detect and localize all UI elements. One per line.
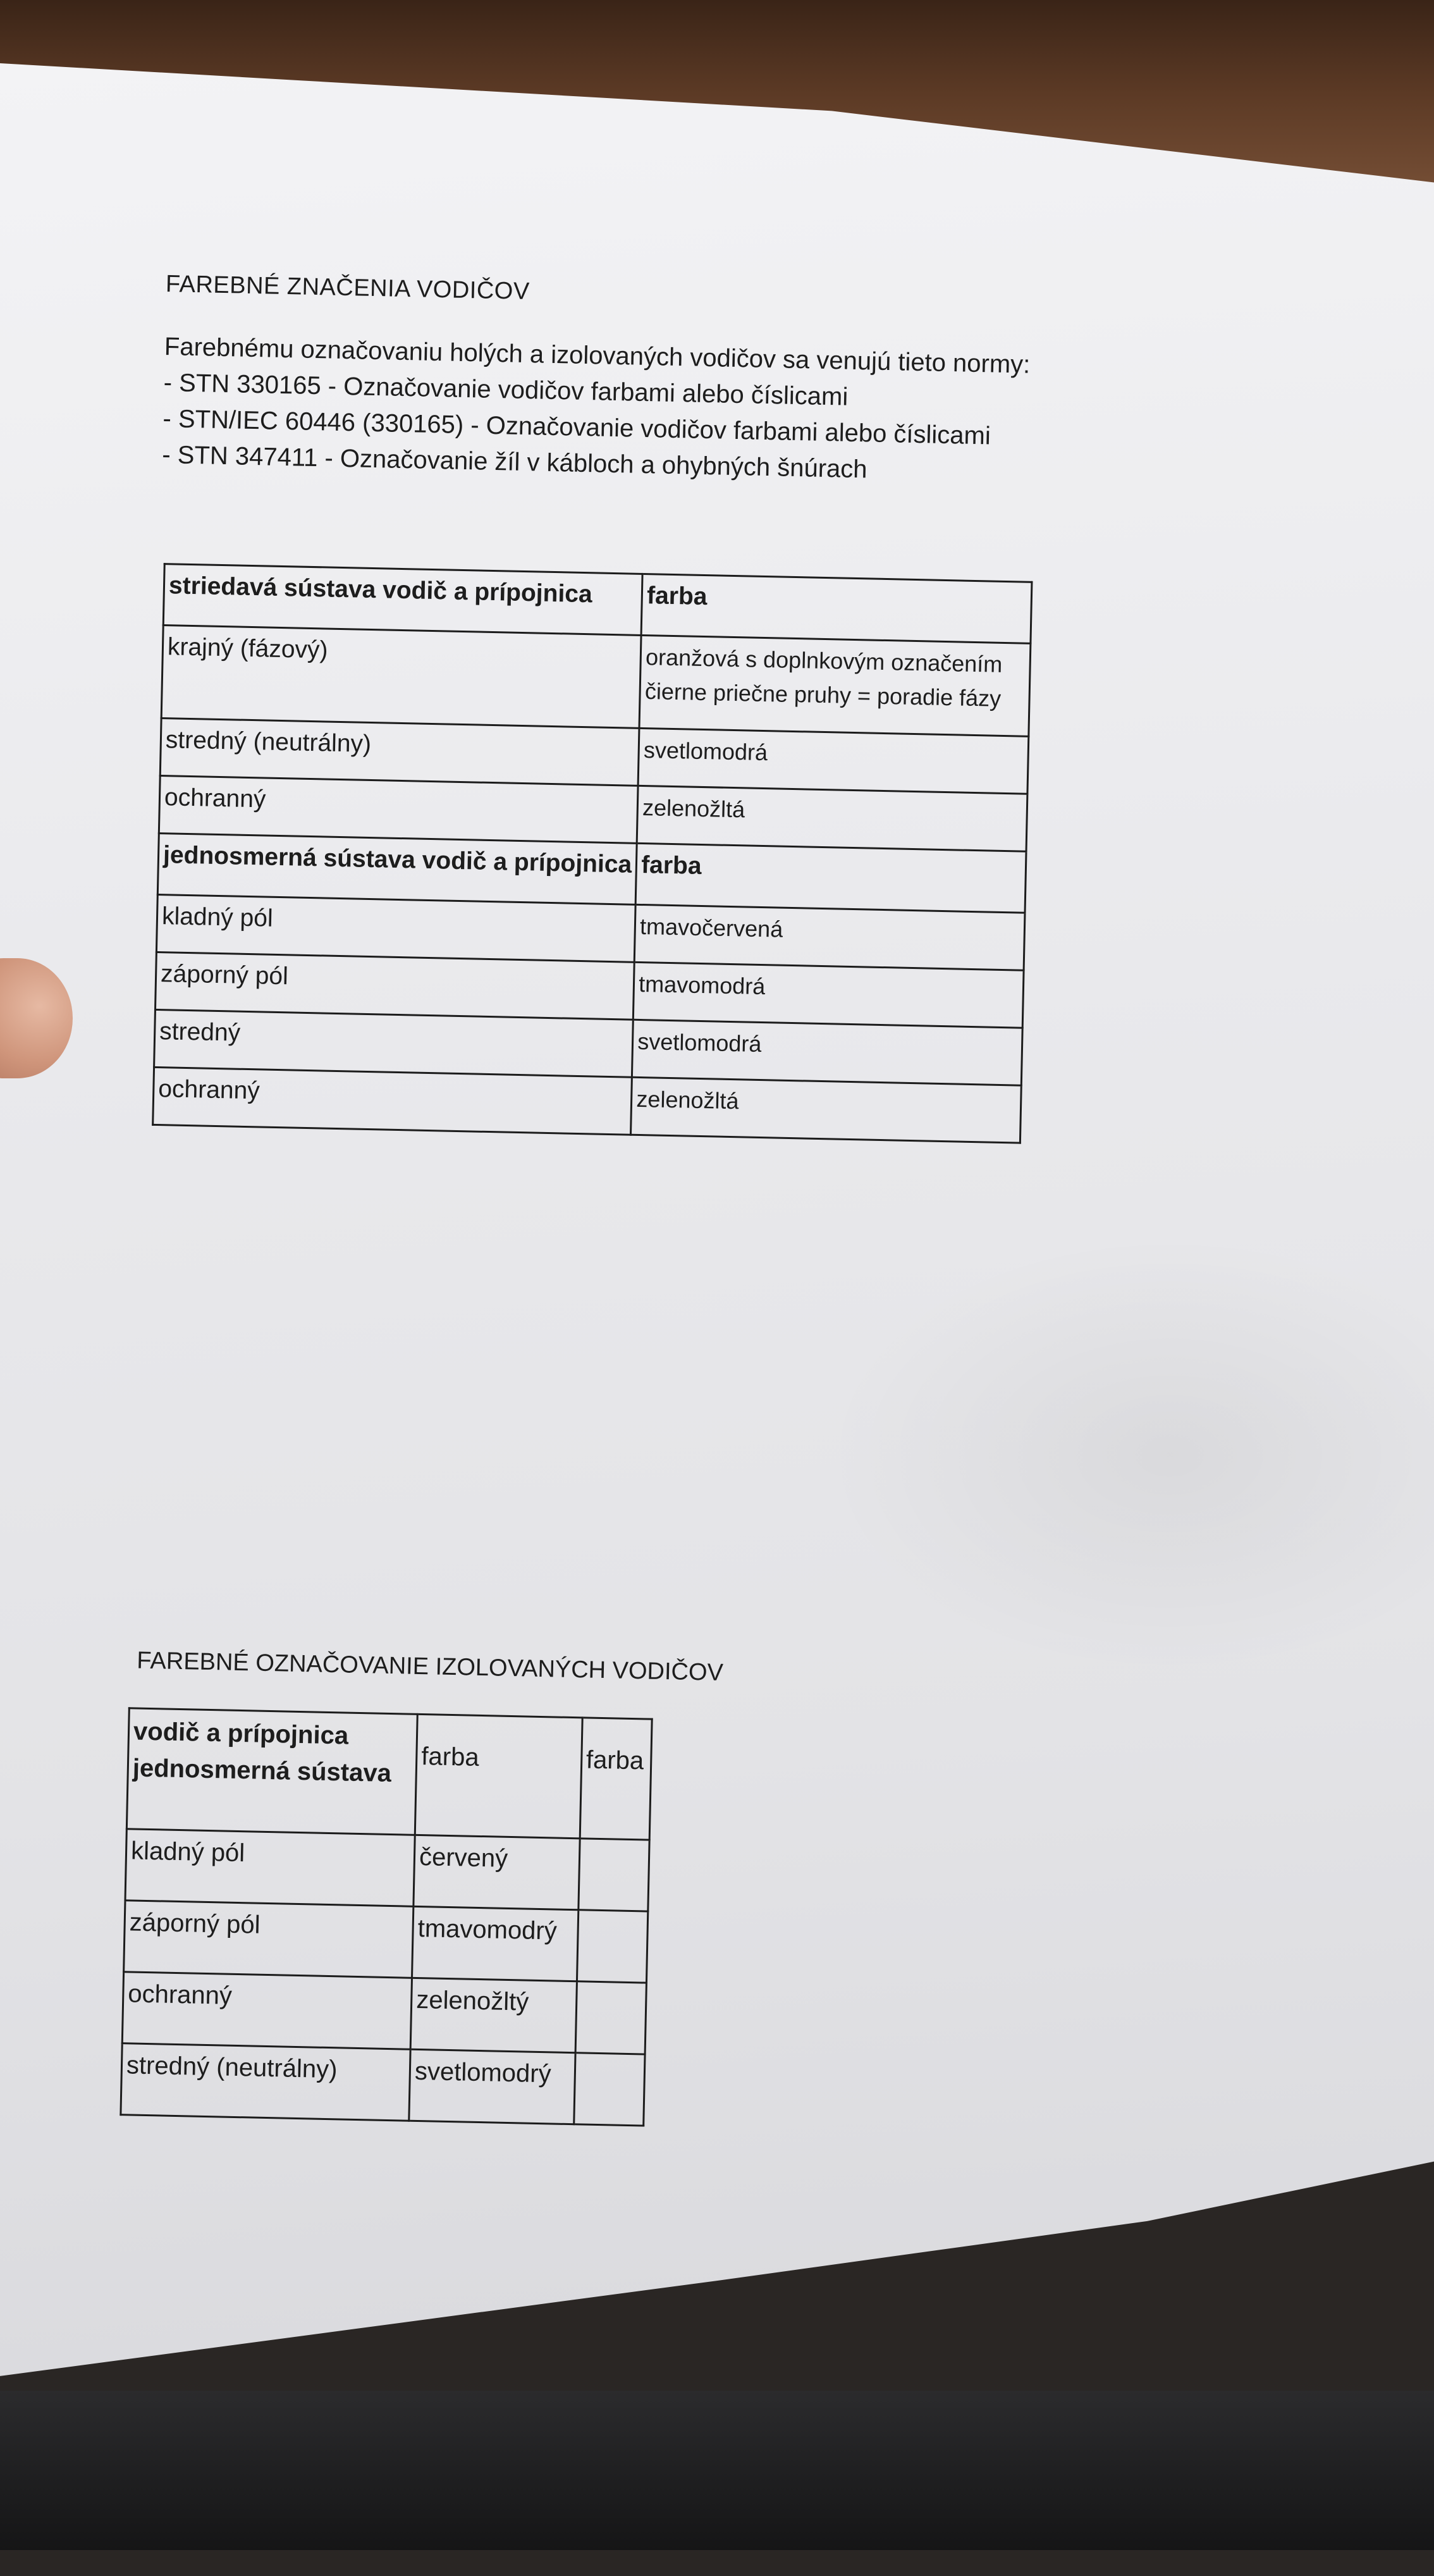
cell-line: jednosmerná sústava (132, 1754, 392, 1788)
table-cell: kladný pól (156, 894, 635, 962)
table-row (124, 1901, 648, 1983)
intro-line: - STN 330165 - Označovanie vodičov farbami alebo číslicami (163, 369, 849, 411)
header-cell: farba (635, 843, 1026, 913)
header-cell: farba (415, 1714, 582, 1838)
table-cell: zelenožltý (410, 1978, 577, 2052)
table-row (161, 626, 1031, 737)
table-cell: svetlomodrý (409, 2049, 575, 2124)
table-cell: svetlomodrá (632, 1020, 1023, 1085)
conductor-color-table (152, 563, 1033, 1144)
table-cell: tmavomodrá (634, 962, 1024, 1028)
table-row (125, 1829, 649, 1911)
table-cell: stredný (neutrálny) (160, 718, 639, 786)
table-cell: tmavomodrý (412, 1906, 579, 1981)
table-cell (577, 1910, 648, 1983)
table-cell: záporný pól (155, 952, 634, 1020)
table-cell: tmavočervená (634, 904, 1025, 970)
header-cell: farba (580, 1718, 652, 1840)
table-cell (639, 635, 1031, 736)
table-cell: záporný pól (124, 1901, 414, 1978)
table-header-row (126, 1708, 652, 1840)
insulated-conductor-table (120, 1707, 653, 2126)
table-cell: zelenožltá (631, 1077, 1022, 1143)
section-heading: FAREBNÉ OZNAČOVANIE IZOLOVANÝCH VODIČOV (136, 1647, 724, 1686)
header-cell: jednosmerná sústava vodič a prípojnica (157, 834, 637, 905)
cell-line: čierne priečne pruhy = poradie fázy (644, 678, 1002, 712)
table-cell: kladný pól (125, 1829, 415, 1907)
table-cell: ochranný (122, 1972, 412, 2050)
table-cell: stredný (neutrálny) (121, 2043, 410, 2121)
table-cell: červený (414, 1835, 580, 1909)
intro-line: - STN/IEC 60446 (330165) - Označovanie vodičov farbami alebo číslicami (162, 405, 991, 450)
intro-line: Farebnému označovaniu holých a izolovaných vodičov sa venujú tieto normy: (164, 333, 1031, 379)
table-cell (573, 2053, 645, 2126)
intro-line: - STN 347411 - Označovanie žíl v kábloch a ohybných šnúrach (161, 440, 868, 484)
table-cell: ochranný (153, 1067, 632, 1135)
cell-line: vodič a prípojnica (133, 1717, 349, 1750)
table-cell: ochranný (159, 776, 638, 844)
intro-paragraph (162, 329, 1031, 491)
table-cell (579, 1839, 650, 1911)
document-heading: FAREBNÉ ZNAČENIA VODIČOV (165, 271, 530, 305)
table-row (121, 2043, 645, 2126)
table-cell: krajný (fázový) (161, 626, 641, 729)
table-cell (575, 1981, 647, 2054)
header-cell (126, 1708, 417, 1835)
header-cell: striedavá sústava vodič a prípojnica (163, 564, 642, 636)
header-cell: farba (641, 574, 1032, 643)
table-cell: stredný (154, 1009, 634, 1077)
table-row (122, 1972, 646, 2054)
table-cell: svetlomodrá (638, 728, 1029, 794)
cell-line: oranžová s doplnkovým označením (645, 644, 1003, 677)
table-cell: zelenožltá (637, 786, 1027, 851)
